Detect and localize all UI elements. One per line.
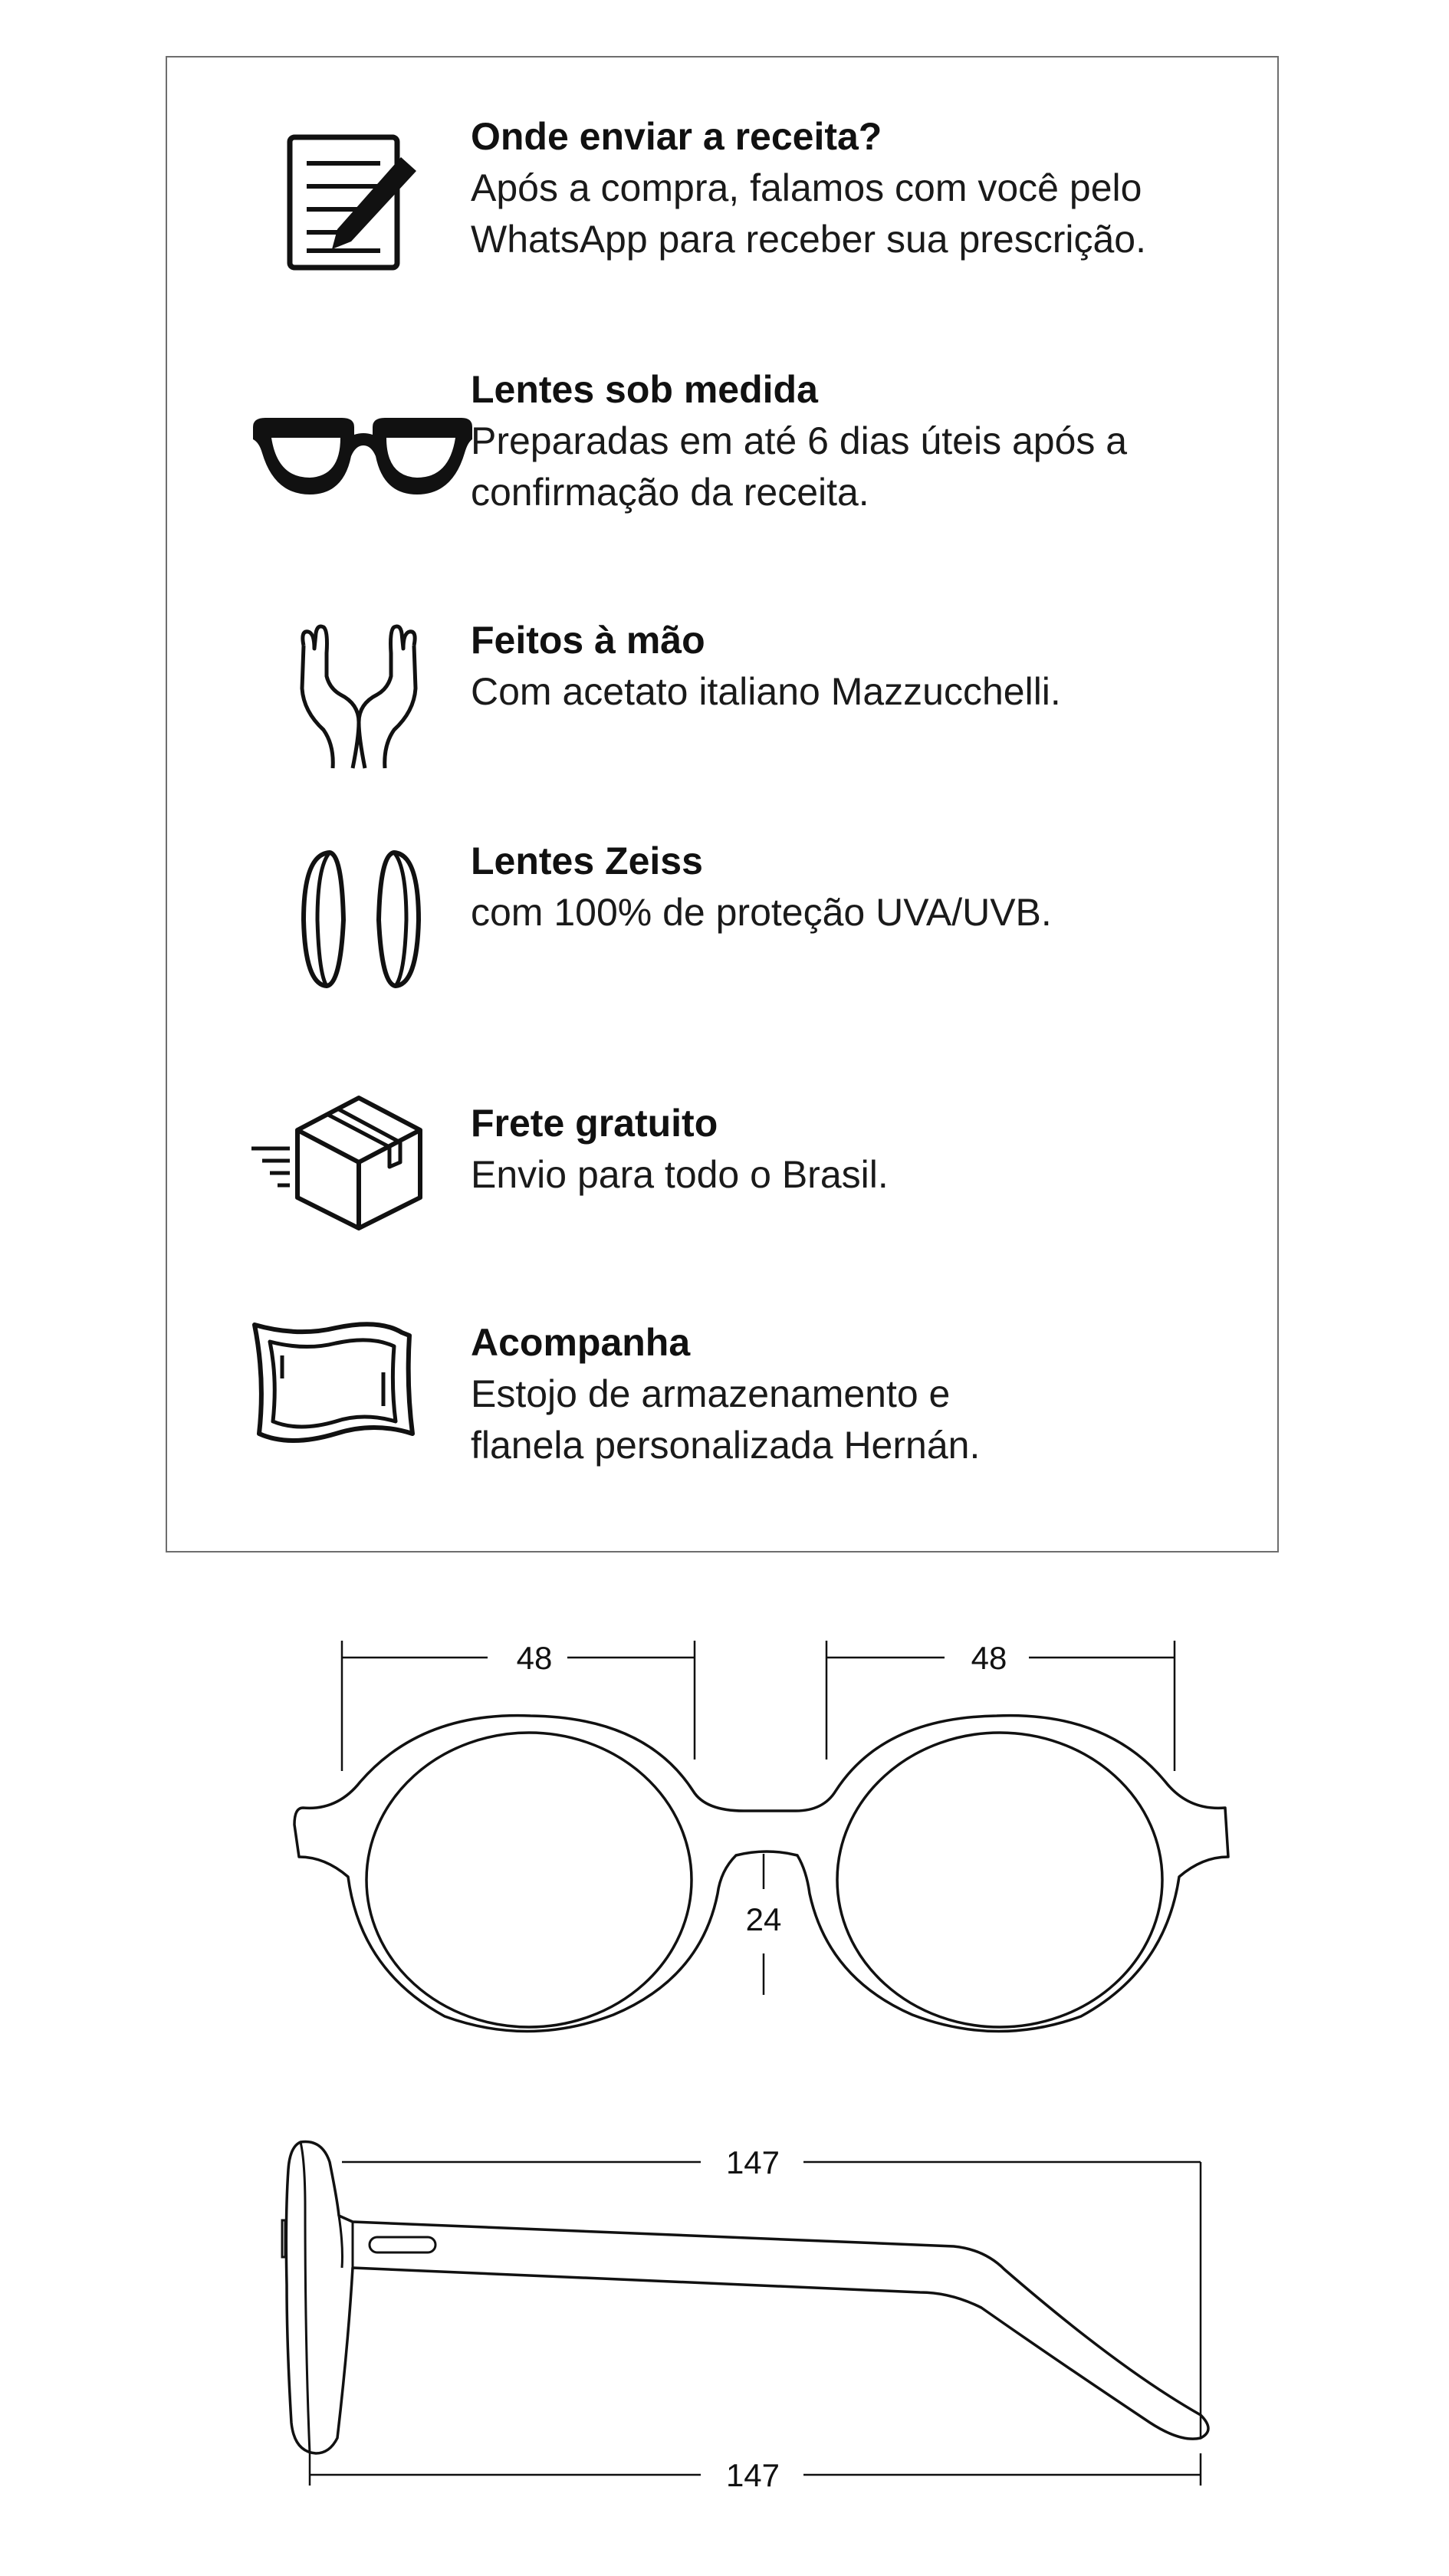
prescription-document-icon [244, 127, 474, 295]
feature-description-line: Com acetato italiano Mazzucchelli. [471, 670, 1061, 713]
bridge-width-dimension [746, 1854, 782, 1995]
temple-length-top-dimension [342, 2144, 1201, 2438]
glasses-front-frame [294, 1716, 1228, 2032]
lenses-icon [244, 836, 474, 1004]
glasses-side-view-diagram [0, 2116, 1449, 2515]
feature-title: Feitos à mão [471, 619, 705, 662]
features-card [166, 56, 1279, 1552]
glasses-side-frame [282, 2142, 1208, 2453]
feature-title: Lentes sob medida [471, 368, 818, 411]
temple-length-bottom-label: 147 [725, 2457, 780, 2493]
lens-width-right-label: 48 [971, 1640, 1007, 1676]
temple-length-top-label: 147 [725, 2144, 780, 2180]
feature-description-line: confirmação da receita. [471, 471, 869, 514]
feature-description [471, 1149, 1247, 1201]
feature-title: Acompanha [471, 1321, 691, 1364]
feature-description [471, 666, 1247, 718]
cleaning-cloth-icon [244, 1302, 474, 1470]
lens-width-right-dimension [826, 1640, 1175, 1771]
feature-description-line: WhatsApp para receber sua prescrição. [471, 218, 1146, 261]
feature-description [471, 416, 1247, 518]
feature-description-line: Estojo de armazenamento e [471, 1372, 951, 1415]
glasses-front-view-diagram [0, 1610, 1449, 2055]
feature-title: Frete gratuito [471, 1102, 718, 1145]
feature-description [471, 887, 1247, 938]
feature-description [471, 1368, 1247, 1471]
feature-title: Onde enviar a receita? [471, 115, 882, 158]
eyeglasses-icon [244, 380, 474, 548]
bridge-width-label: 24 [745, 1901, 782, 1937]
lens-width-left-label: 48 [516, 1640, 553, 1676]
feature-description-line: Envio para todo o Brasil. [471, 1153, 889, 1196]
hands-icon [244, 615, 474, 784]
feature-description-line: Após a compra, falamos com você pelo [471, 166, 1142, 209]
shipping-box-icon [244, 1075, 474, 1244]
feature-title: Lentes Zeiss [471, 840, 703, 882]
feature-description-line: com 100% de proteção UVA/UVB. [471, 891, 1052, 934]
temple-length-bottom-dimension [310, 2453, 1201, 2493]
feature-description [471, 163, 1247, 265]
feature-description-line: flanela personalizada Hernán. [471, 1424, 981, 1467]
feature-description-line: Preparadas em até 6 dias úteis após a [471, 419, 1128, 462]
